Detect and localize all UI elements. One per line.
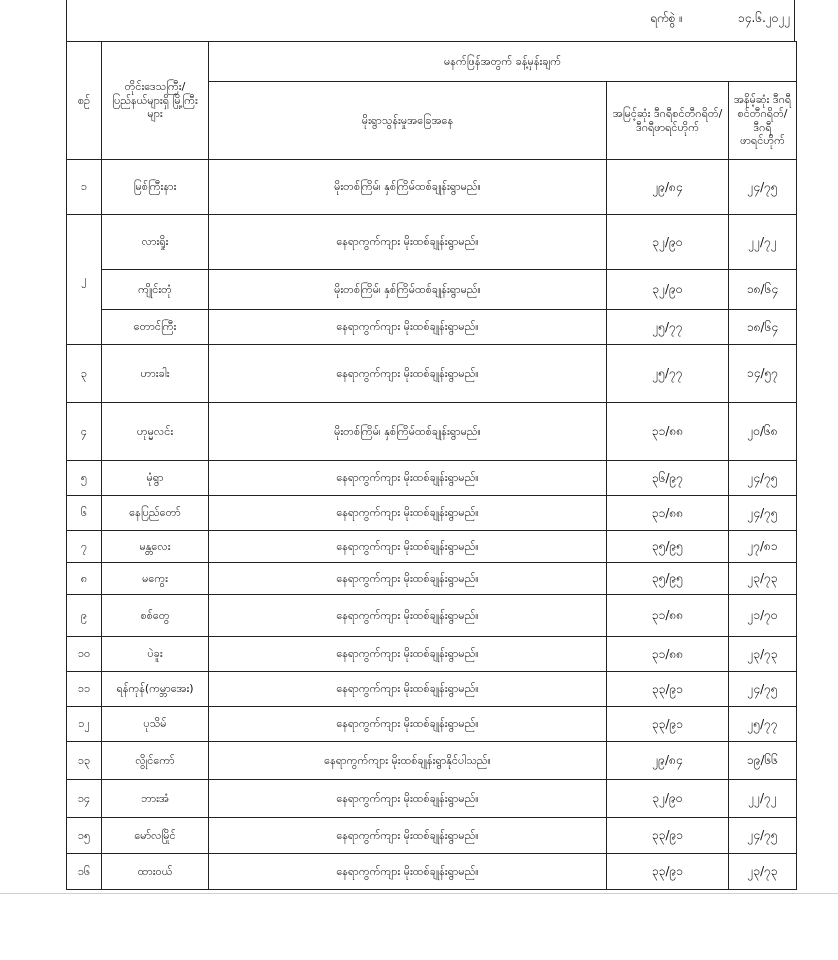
rain-condition: နေရာကွက်ကျား မိုးထစ်ချုန်းရွာမည်။ [209,345,607,403]
header-region-city: တိုင်းဒေသကြီး/ ပြည်နယ်များရှိ မြို့ကြီးများ [102,42,209,160]
rain-condition: နေရာကွက်ကျား မိုးထစ်ချုန်းရွာမည်။ [209,854,607,890]
min-temp: ၁၈/၆၄ [729,270,797,310]
max-temp: ၃၃/၉၁ [607,672,729,707]
city-name: နေပြည်တော် [102,496,209,531]
rain-condition: မိုးတစ်ကြိမ်၊ နှစ်ကြိမ်ထစ်ချုန်းရွာမည်။ [209,403,607,461]
row-number: ၄ [67,403,102,461]
min-temp: ၂၂/၇၂ [729,215,797,270]
max-temp: ၃၃/၉၁ [607,707,729,742]
page-divider [0,893,838,894]
min-temp: ၂၂/၇၂ [729,780,797,818]
header-rain-condition: မိုးရွာသွန်းမှုအခြေအနေ [209,82,607,160]
row-number: ၂ [67,215,102,345]
max-temp: ၃၂/၉၀ [607,780,729,818]
city-name: တောင်ကြီး [102,310,209,345]
rain-condition: နေရာကွက်ကျား မိုးထစ်ချုန်းရွာမည်။ [209,531,607,563]
table-row [67,854,797,890]
table-row [67,563,797,595]
row-number: ၇ [67,531,102,563]
city-name: မော်လမြိုင် [102,818,209,854]
table-row [67,742,797,780]
min-temp: ၂၄/၇၅ [729,672,797,707]
max-temp: ၃၁/၈၈ [607,595,729,637]
rain-condition: နေရာကွက်ကျား မိုးထစ်ချုန်းရွာမည်။ [209,780,607,818]
min-temp: ၂၄/၇၅ [729,160,797,215]
max-temp: ၃၂/၉၀ [607,270,729,310]
city-name: မြစ်ကြီးနား [102,160,209,215]
rain-condition: နေရာကွက်ကျား မိုးထစ်ချုန်းရွာမည်။ [209,563,607,595]
max-temp: ၃၂/၉၀ [607,215,729,270]
city-name: ဟားခါး [102,345,209,403]
city-name: ဟုမ္မလင်း [102,403,209,461]
table-row [67,707,797,742]
min-temp: ၁၉/၆၆ [729,742,797,780]
table-row [67,461,797,496]
row-number: ၁၅ [67,818,102,854]
rain-condition: နေရာကွက်ကျား မိုးထစ်ချုန်းရွာမည်။ [209,310,607,345]
rain-condition: မိုးတစ်ကြိမ်၊ နှစ်ကြိမ်ထစ်ချုန်းရွာမည်။ [209,160,607,215]
city-name: ရန်ကုန်(ကမ္ဘာအေး) [102,672,209,707]
max-temp: ၃၁/၈၈ [607,496,729,531]
max-temp: ၂၉/၈၄ [607,160,729,215]
min-temp: ၂၇/၈၁ [729,531,797,563]
row-number: ၃ [67,345,102,403]
max-temp: ၃၅/၉၅ [607,531,729,563]
min-temp: ၂၀/၆၈ [729,403,797,461]
min-temp: ၂၄/၇၅ [729,496,797,531]
city-name: မုံရွာ [102,461,209,496]
table-row [67,160,797,215]
header-forecast-group: မနက်ဖြန်အတွက် ခန့်မှန်းချက် [209,42,797,82]
min-temp: ၂၄/၇၅ [729,818,797,854]
min-temp: ၂၄/၇၅ [729,461,797,496]
city-name: စစ်တွေ [102,595,209,637]
max-temp: ၂၅/၇၇ [607,310,729,345]
forecast-table [66,41,797,890]
row-number: ၁၃ [67,742,102,780]
table-row [67,496,797,531]
date-label: ရက်စွဲ ။ [650,11,683,25]
header-number: စဉ် [67,42,102,160]
table-row [67,270,797,310]
row-number: ၁၆ [67,854,102,890]
max-temp: ၃၃/၉၁ [607,818,729,854]
table-row [67,531,797,563]
max-temp: ၃၁/၈၈ [607,637,729,672]
table-row [67,215,797,270]
city-name: ကျိုင်းတုံ [102,270,209,310]
row-number: ၆ [67,496,102,531]
min-temp: ၂၃/၇၃ [729,854,797,890]
top-frame [66,0,795,42]
min-temp: ၁၄/၅၇ [729,345,797,403]
header-max-temp: အမြင့်ဆုံး ဒီဂရီစင်တီဂရိတ်/ ဒီဂရီဖာရင်ဟိုက် [607,82,729,160]
max-temp: ၃၁/၈၈ [607,403,729,461]
table-row [67,345,797,403]
rain-condition: နေရာကွက်ကျား မိုးထစ်ချုန်းရွာနိုင်ပါသည်။ [209,742,607,780]
city-name: မန္တလေး [102,531,209,563]
max-temp: ၃၃/၉၁ [607,854,729,890]
min-temp: ၂၃/၇၃ [729,563,797,595]
min-temp: ၁၈/၆၄ [729,310,797,345]
city-name: လားရှိုး [102,215,209,270]
max-temp: ၃၅/၉၅ [607,563,729,595]
row-number: ၉ [67,595,102,637]
date-value: ၁၄.၆.၂၀၂၂ [738,11,791,25]
row-number: ၁၄ [67,780,102,818]
table-row [67,403,797,461]
rain-condition: နေရာကွက်ကျား မိုးထစ်ချုန်းရွာမည်။ [209,707,607,742]
city-name: ဘားအံ [102,780,209,818]
max-temp: ၃၆/၉၇ [607,461,729,496]
city-name: ထားဝယ် [102,854,209,890]
table-row [67,310,797,345]
table-row [67,672,797,707]
max-temp: ၂၅/၇၇ [607,345,729,403]
rain-condition: နေရာကွက်ကျား မိုးထစ်ချုန်းရွာမည်။ [209,461,607,496]
header-min-temp: အနိမ့်ဆုံး ဒီဂရီစင်တီဂရိတ်/ ဒီဂရီဖာရင်ဟိုက် [729,82,797,160]
city-name: လွိုင်ကော် [102,742,209,780]
min-temp: ၂၁/၇၀ [729,595,797,637]
city-name: မကွေး [102,563,209,595]
row-number: ၁၀ [67,637,102,672]
rain-condition: နေရာကွက်ကျား မိုးထစ်ချုန်းရွာမည်။ [209,818,607,854]
table-row [67,818,797,854]
city-name: ပဲခူး [102,637,209,672]
row-number: ၅ [67,461,102,496]
rain-condition: နေရာကွက်ကျား မိုးထစ်ချုန်းရွာမည်။ [209,595,607,637]
rain-condition: နေရာကွက်ကျား မိုးထစ်ချုန်းရွာမည်။ [209,637,607,672]
rain-condition: နေရာကွက်ကျား မိုးထစ်ချုန်းရွာမည်။ [209,672,607,707]
table-row [67,637,797,672]
table-row [67,595,797,637]
row-number: ၁ [67,160,102,215]
table-row [67,780,797,818]
row-number: ၈ [67,563,102,595]
row-number: ၁၁ [67,672,102,707]
row-number: ၁၂ [67,707,102,742]
min-temp: ၂၃/၇၃ [729,637,797,672]
min-temp: ၂၅/၇၇ [729,707,797,742]
rain-condition: နေရာကွက်ကျား မိုးထစ်ချုန်းရွာမည်။ [209,496,607,531]
max-temp: ၂၉/၈၄ [607,742,729,780]
rain-condition: မိုးတစ်ကြိမ်၊ နှစ်ကြိမ်ထစ်ချုန်းရွာမည်။ [209,270,607,310]
city-name: ပုသိမ် [102,707,209,742]
rain-condition: နေရာကွက်ကျား မိုးထစ်ချုန်းရွာမည်။ [209,215,607,270]
